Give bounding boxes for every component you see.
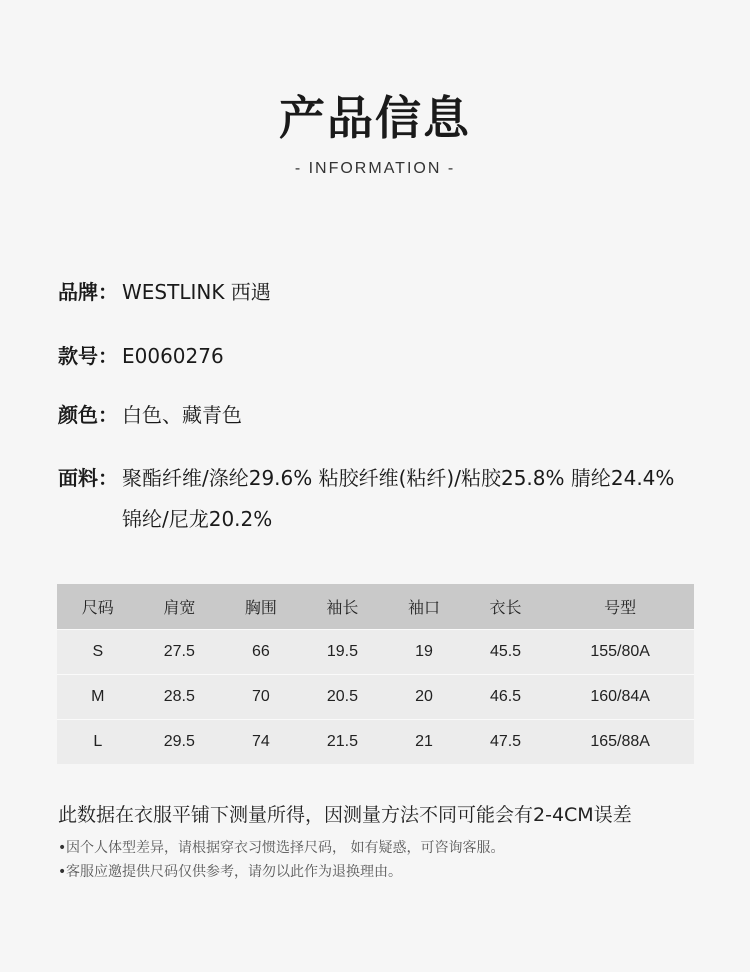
table-cell: 21: [383, 720, 465, 765]
color-value: 白色、藏青色: [122, 403, 242, 427]
column-header: 肩宽: [139, 584, 221, 630]
table-cell: 70: [220, 675, 302, 720]
style-label: 款号：: [58, 344, 118, 368]
measurement-notes: [58, 836, 504, 884]
column-header: 号型: [546, 584, 694, 630]
table-row: [57, 675, 694, 720]
table-cell: 29.5: [139, 720, 221, 765]
table-cell: 27.5: [139, 630, 221, 675]
note-text: 因个人体型差异，请根据穿衣习惯选择尺码， 如有疑惑，可咨询客服。: [66, 840, 505, 856]
table-cell: 20.5: [302, 675, 384, 720]
brand-label: 品牌：: [58, 280, 118, 304]
column-header: 袖长: [302, 584, 384, 630]
table-cell: 155/80A: [546, 630, 694, 675]
table-cell: 28.5: [139, 675, 221, 720]
table-cell: 21.5: [302, 720, 384, 765]
table-cell: 47.5: [465, 720, 547, 765]
page-subtitle: - INFORMATION -: [294, 160, 456, 177]
table-cell: 19.5: [302, 630, 384, 675]
table-row: [57, 630, 694, 675]
bullet-icon: •: [58, 864, 67, 880]
table-cell: 66: [220, 630, 302, 675]
fabric-label: 面料：: [58, 466, 118, 490]
list-item: [58, 836, 504, 860]
page-title: 产品信息: [279, 91, 471, 145]
table-cell: 165/88A: [546, 720, 694, 765]
column-header: 尺码: [57, 584, 139, 630]
measurement-note-title: 此数据在衣服平铺下测量所得，因测量方法不同可能会有2-4CM误差: [58, 804, 632, 826]
column-header: 胸围: [220, 584, 302, 630]
table-cell: 160/84A: [546, 675, 694, 720]
table-cell: 19: [383, 630, 465, 675]
table-cell: 45.5: [465, 630, 547, 675]
brand-value: WESTLINK 西遇: [122, 280, 271, 304]
style-value: E0060276: [122, 344, 224, 368]
fabric-row: [58, 458, 698, 540]
table-cell: 74: [220, 720, 302, 765]
brand-row: [58, 272, 698, 313]
fabric-value: 聚酯纤维/涤纶29.6% 粘胶纤维(粘纤)/粘胶25.8% 腈纶24.4% 锦纶/尼龙20.2%: [122, 466, 675, 531]
table-cell: M: [57, 675, 139, 720]
column-header: 袖口: [383, 584, 465, 630]
style-row: [58, 336, 698, 377]
color-row: [58, 395, 698, 436]
size-table: [57, 584, 694, 764]
list-item: [58, 860, 504, 884]
table-cell: 46.5: [465, 675, 547, 720]
bullet-icon: •: [58, 840, 67, 856]
color-label: 颜色：: [58, 403, 118, 427]
column-header: 衣长: [465, 584, 547, 630]
size-table-header: [57, 584, 694, 630]
table-cell: 20: [383, 675, 465, 720]
table-row: [57, 720, 694, 765]
table-cell: S: [57, 630, 139, 675]
table-cell: L: [57, 720, 139, 765]
note-text: 客服应邀提供尺码仅供参考，请勿以此作为退换理由。: [66, 864, 402, 880]
